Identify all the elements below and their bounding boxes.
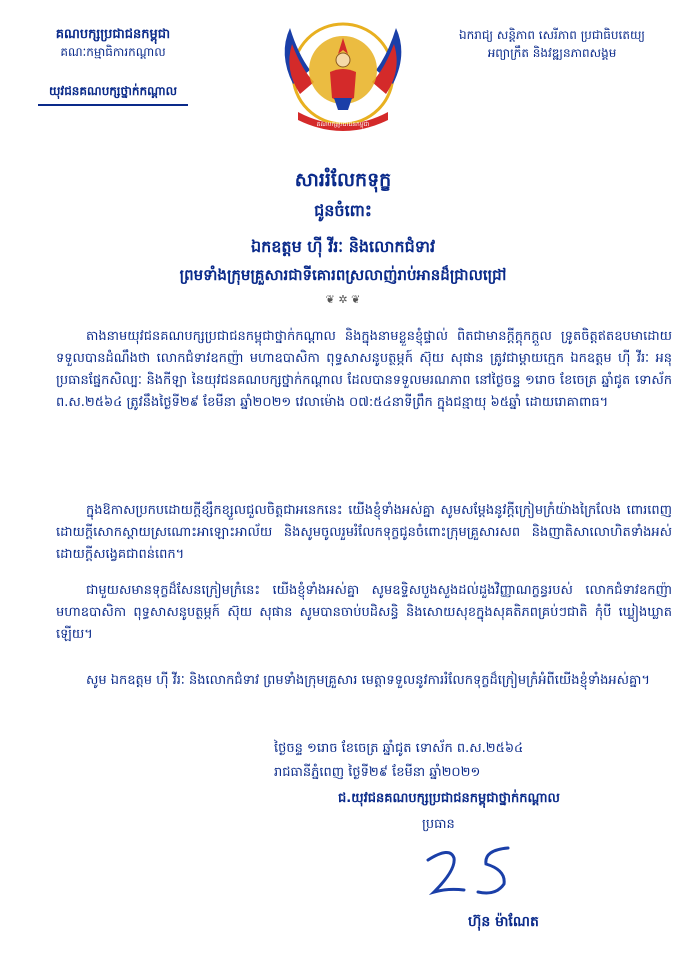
- party-logo: [270, 14, 416, 140]
- paragraph-4: សូម ឯកឧត្តម ហ៊ី វីរៈ និងលោកជំទាវ ព្រមទាំងក្រុមគ្រួសារ មេត្តាទទួលនូវការរំលែកទុក្ខដ៏ក្រៀមក្រំអំពីយើងខ្ញុំទាំងអស់គ្នា។: [86, 673, 650, 688]
- recipients: ឯកឧត្តម ហ៊ី វីរៈ និងលោកជំទាវ: [250, 237, 436, 256]
- addressed-to: ជូនចំពោះ: [314, 201, 372, 220]
- paragraph-1: តាងនាមយុវជនគណបក្សប្រជាជនកម្ពុជាថ្នាក់កណ្ដាល និងក្នុងនាមខ្លួនខ្ញុំផ្ទាល់ ពិតជាមានក្ដីក្ដុកក្ដួល ទ្រូតចិត្តឥតឧបមាដោយទទួលបានដំណឹងថា លោកជំទាវឧកញ៉ា មហាឧបាសិកា ពុទ្ធសាសនូបត្ថម្ភក៍ ស៊ុយ សុផាន ត្រូវជាម្ដាយក្មេក ឯកឧត្តម ហ៊ី វីរៈ អនុប្រធានផ្នែកសិល្បៈ និងកីឡា នៃយុវជនគណបក្សថ្នាក់កណ្ដាល ដែលបានទទួលមរណភាព នៅថ្ងៃចន្ទ ១រោច ខែចេត្រ ឆ្នាំជូត ទោស័ក ព.ស.២៥៦៤ ត្រូវនឹងថ្ងៃទី២៩ ខែមីនា ឆ្នាំ២០២១ វេលាម៉ោង ០៧:៥៤នាទីព្រឹក ក្នុងជន្មាយុ ៦៥ឆ្នាំ ដោយរោគាពាធ។: [56, 329, 672, 410]
- header-right: [432, 26, 672, 62]
- logo-caption: គណបក្សប្រជាជនកម្ពុជា: [316, 121, 370, 128]
- recipients-family: ព្រមទាំងក្រុមគ្រួសារជាទីគោរពស្រលាញ់រាប់អានដ៏ជ្រាលជ្រៅ: [179, 266, 507, 284]
- paragraph-2: ក្នុងឱកាសប្រកបដោយក្ដីខ្សឹកខ្សួលជួលចិត្តជាអនេកនេះ យើងខ្ញុំទាំងអស់គ្នា សូមសម្ដែងនូវក្ដីក្រៀមក្រំយ៉ាងក្រៃលែង ពោរពេញដោយក្ដីសោកស្ដាយស្រណោះអាឡោះអាល័យ និងសូមចូលរួមរំលែកទុក្ខជូនចំពោះក្រុមគ្រួសារសព និងញាតិសាលោហិតទាំងអស់ដោយក្ដីសង្វេគជាពន់ពេក។: [56, 503, 672, 562]
- letter-title: សាររំលែកទុក្ខ: [294, 169, 392, 191]
- party-name: គណបក្សប្រជាជនកម្ពុជា: [55, 27, 171, 42]
- header-left: [18, 26, 208, 106]
- youth-unit-name: យុវជនគណបក្សថ្នាក់កណ្ដាល: [48, 84, 178, 98]
- signer-name: ហ៊ុន ម៉ាណែត: [468, 914, 539, 930]
- signing-organization: ជ.យុវជនគណបក្សប្រជាជនកម្ពុជាថ្នាក់កណ្ដាល: [338, 791, 560, 806]
- date-lunar: ថ្ងៃចន្ទ ១រោច ខែចេត្រ ឆ្នាំជូត ទោស័ក ព.ស.២៥៦៤: [274, 741, 524, 756]
- handwritten-signature: [420, 840, 540, 910]
- national-motto-2: អព្យាក្រឹត និងវឌ្ឍនភាពសង្គម: [487, 46, 617, 60]
- date-solar: រាជធានីភ្នំពេញ ថ្ងៃទី២៩ ខែមីនា ឆ្នាំ២០២១: [274, 765, 481, 780]
- ornament: ❦ ✲ ❦: [325, 293, 361, 306]
- national-motto: ឯករាជ្យ សន្តិភាព សេរីភាព ប្រជាធិបតេយ្យ: [459, 28, 645, 42]
- paragraph-3: ជាមួយសមានទុក្ខដ៏សែនក្រៀមក្រំនេះ យើងខ្ញុំទាំងអស់គ្នា សូមឧទ្ទិសបួងសួងដល់ដួងវិញ្ញាណក្ខន្ធរបស់ លោកជំទាវឧកញ៉ា មហាឧបាសិកា ពុទ្ធសាសនូបត្ថម្ភក៍ ស៊ុយ សុផាន សូមបានចាប់បដិសន្ធិ និងសោយសុខក្នុងសុគតិភពគ្រប់ៗជាតិ កុំបី ឃ្លៀងឃ្លាតឡើយ។: [56, 583, 672, 642]
- header-rule: [38, 104, 188, 106]
- committee-name: គណៈកម្មាធិការកណ្ដាល: [60, 45, 166, 59]
- signer-role: ប្រធាន: [422, 817, 455, 832]
